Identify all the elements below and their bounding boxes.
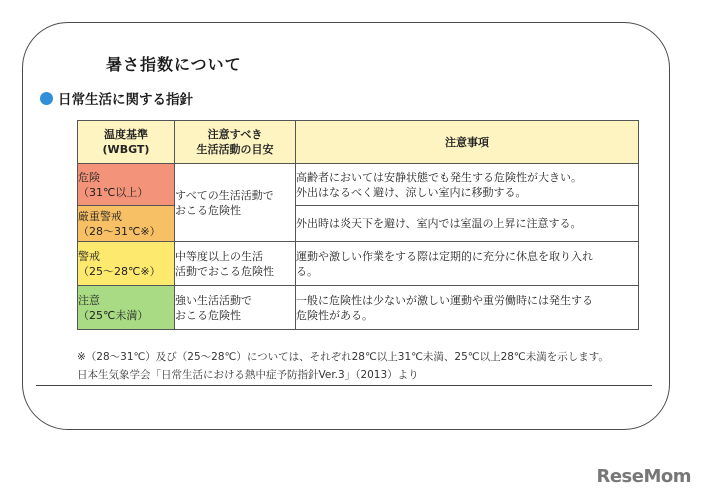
activity-cell: すべての生活活動で おこる危険性	[175, 164, 296, 242]
header-notes: 注意事項	[296, 121, 639, 164]
footnote-definition: ※（28〜31℃）及び（25〜28℃）については、それぞれ28℃以上31℃未満、25℃以上28℃未満を示します。	[77, 351, 609, 363]
page-title: 暑さ指数について	[106, 55, 242, 74]
table-row	[78, 206, 639, 242]
table-row	[78, 286, 639, 330]
note-cell: 一般に危険性は少ないが激しい運動や重労働時には発生する 危険性がある。	[296, 286, 639, 330]
note-cell: 運動や激しい作業をする際は定期的に充分に休息を取り入れ る。	[296, 242, 639, 286]
activity-cell: 強い生活活動で おこる危険性	[175, 286, 296, 330]
section-bullet-icon	[40, 92, 53, 105]
table-row	[78, 242, 639, 286]
level-cell-warning: 警戒 （25〜28℃※）	[78, 242, 175, 286]
resemom-logo: ReseMom	[596, 466, 691, 487]
guideline-table	[77, 120, 639, 330]
level-cell-danger: 危険 （31℃以上）	[78, 164, 175, 206]
table-header-row	[78, 121, 639, 164]
note-cell: 外出時は炎天下を避け、室内では室温の上昇に注意する。	[296, 206, 639, 242]
note-cell: 高齢者においては安静状態でも発生する危険性が大きい。 外出はなるべく避け、涼しい室内に移動する。	[296, 164, 639, 206]
level-cell-severe: 厳重警戒 （28〜31℃※）	[78, 206, 175, 242]
header-temperature: 温度基準 (WBGT)	[78, 121, 175, 164]
activity-cell: 中等度以上の生活 活動でおこる危険性	[175, 242, 296, 286]
level-cell-caution: 注意 （25℃未満）	[78, 286, 175, 330]
table-row	[78, 164, 639, 206]
header-activity: 注意すべき 生活活動の目安	[175, 121, 296, 164]
section-heading: 日常生活に関する指針	[58, 92, 193, 108]
divider	[36, 385, 652, 386]
footnote-source: 日本生気象学会「日常生活における熱中症予防指針Ver.3」（2013）より	[77, 369, 419, 381]
